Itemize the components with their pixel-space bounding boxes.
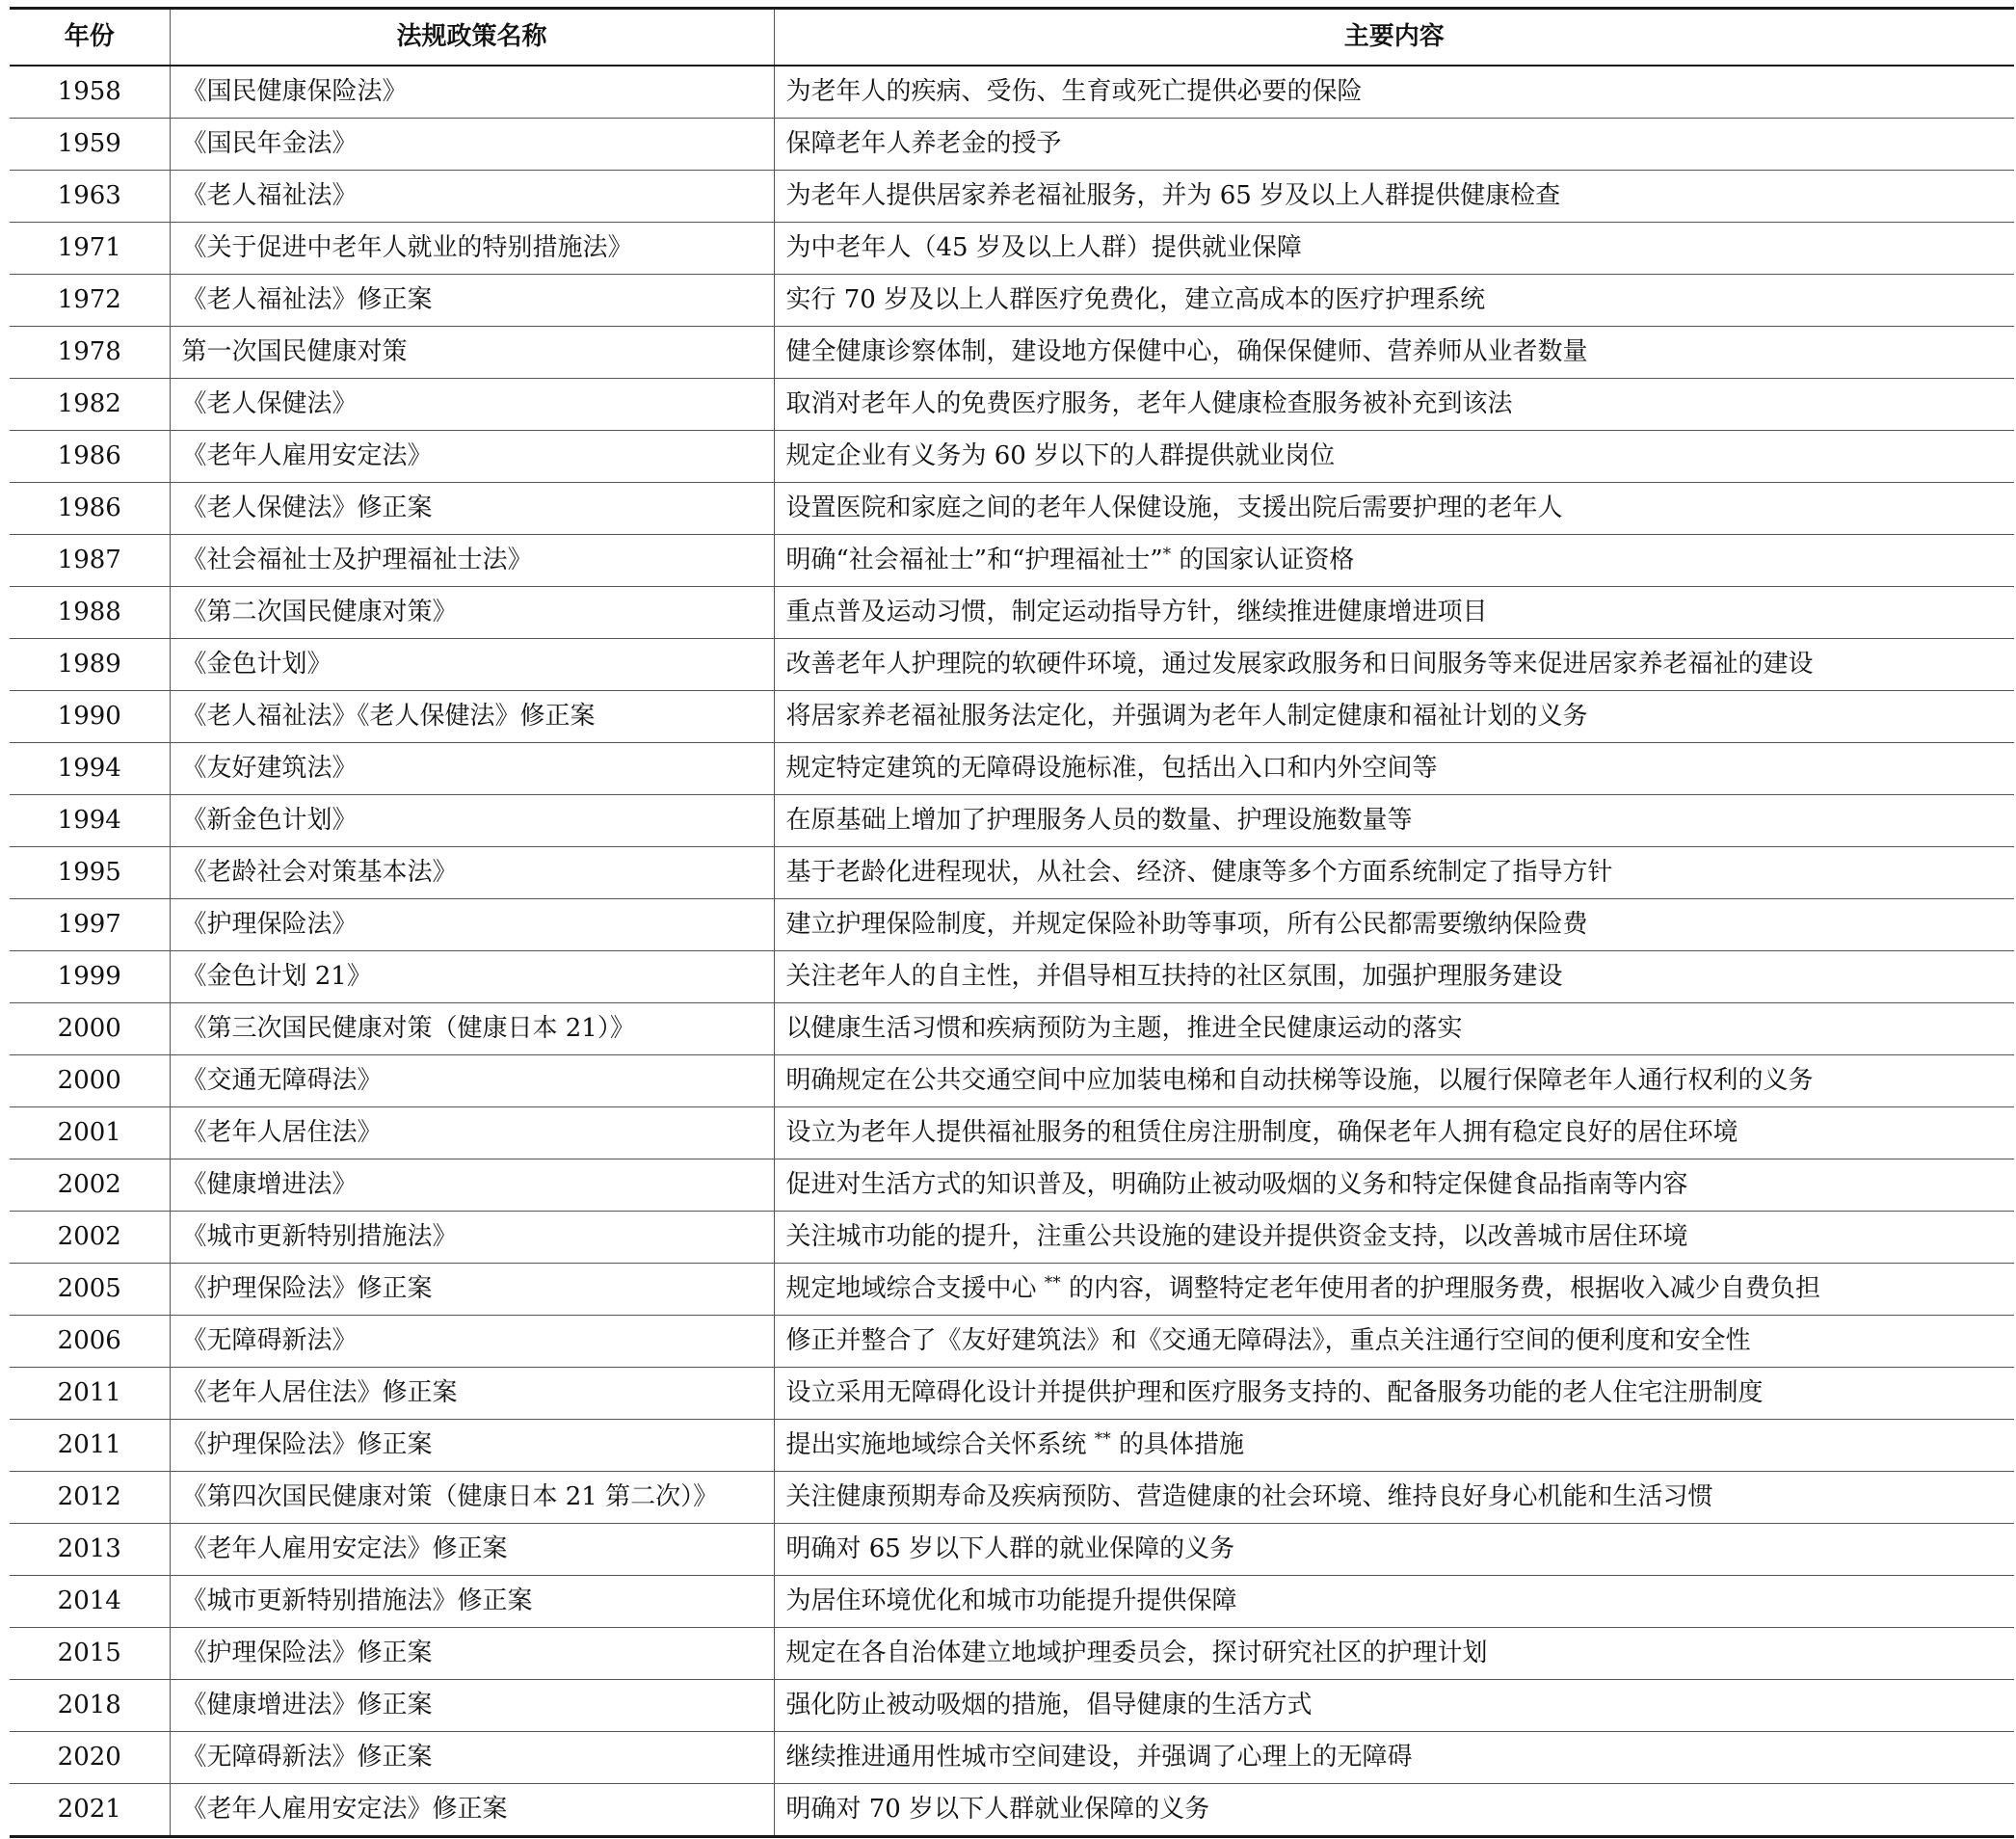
table-row (10, 379, 2014, 431)
content-cell: 修正并整合了《友好建筑法》和《交通无障碍法》，重点关注通行空间的便利度和安全性 (774, 1316, 2014, 1368)
header-policy-name: 法规政策名称 (170, 9, 774, 67)
policy-name-cell: 《老年人雇用安定法》修正案 (170, 1784, 774, 1837)
table-row (10, 899, 2014, 951)
year-cell: 1999 (10, 951, 170, 1003)
table-row (10, 119, 2014, 171)
content-cell: 规定特定建筑的无障碍设施标准，包括出入口和内外空间等 (774, 743, 2014, 795)
policy-name-cell: 《国民年金法》 (170, 119, 774, 171)
policy-name-cell: 《护理保险法》修正案 (170, 1264, 774, 1316)
policy-name-cell: 《交通无障碍法》 (170, 1055, 774, 1107)
content-cell: 关注城市功能的提升，注重公共设施的建设并提供资金支持，以改善城市居住环境 (774, 1212, 2014, 1264)
policy-name-cell: 《新金色计划》 (170, 795, 774, 847)
table-row (10, 1055, 2014, 1107)
policy-table (10, 7, 2014, 1838)
policy-name-cell: 《老龄社会对策基本法》 (170, 847, 774, 899)
policy-name-cell: 《友好建筑法》 (170, 743, 774, 795)
content-cell: 强化防止被动吸烟的措施，倡导健康的生活方式 (774, 1680, 2014, 1732)
content-cell: 关注健康预期寿命及疾病预防、营造健康的社会环境、维持良好身心机能和生活习惯 (774, 1472, 2014, 1524)
policy-name-cell: 《国民健康保险法》 (170, 66, 774, 119)
year-cell: 1959 (10, 119, 170, 171)
year-cell: 2021 (57, 1795, 121, 1824)
year-cell: 1989 (10, 639, 170, 691)
table-body (10, 66, 2014, 1837)
policy-name-cell: 《老年人雇用安定法》 (170, 431, 774, 483)
content-cell: 保障老年人养老金的授予 (774, 119, 2014, 171)
content-cell: 设立采用无障碍化设计并提供护理和医疗服务支持的、配备服务功能的老人住宅注册制度 (774, 1368, 2014, 1420)
year-cell: 2001 (10, 1107, 170, 1159)
table-row (10, 1107, 2014, 1159)
table-header (10, 9, 2014, 67)
year-cell: 1997 (10, 899, 170, 951)
content-cell: 为老年人提供居家养老福祉服务，并为 65 岁及以上人群提供健康检查 (774, 171, 2014, 223)
year-cell: 2011 (10, 1368, 170, 1420)
year-cell: 1972 (10, 275, 170, 327)
policy-name-cell: 《老年人居住法》修正案 (170, 1368, 774, 1420)
policy-name-cell: 《城市更新特别措施法》修正案 (170, 1576, 774, 1628)
year-cell: 2014 (10, 1576, 170, 1628)
year-cell: 1971 (10, 223, 170, 275)
table-row (10, 587, 2014, 639)
content-cell: 取消对老年人的免费医疗服务，老年人健康检查服务被补充到该法 (774, 379, 2014, 431)
year-cell: 2011 (10, 1420, 170, 1472)
table-row (10, 743, 2014, 795)
header-year: 年份 (10, 9, 170, 67)
content-cell: 实行 70 岁及以上人群医疗免费化，建立高成本的医疗护理系统 (774, 275, 2014, 327)
table-row (10, 1784, 2014, 1837)
content-text: 规定地域综合支援中心 (785, 1274, 1045, 1303)
year-cell: 2015 (10, 1628, 170, 1680)
year-cell: 2002 (10, 1212, 170, 1264)
policy-name-cell: 《社会福祉士及护理福祉士法》 (170, 535, 774, 587)
year-cell: 1994 (10, 743, 170, 795)
content-cell: 明确对 65 岁以下人群的就业保障的义务 (774, 1524, 2014, 1576)
table-row (10, 483, 2014, 535)
year-cell: 2018 (10, 1680, 170, 1732)
table-row (10, 639, 2014, 691)
table-row (10, 1732, 2014, 1784)
content-cell: 明确对 70 岁以下人群就业保障的义务 (774, 1784, 2014, 1837)
year-cell: 1988 (10, 587, 170, 639)
policy-name-cell: 《老人保健法》 (170, 379, 774, 431)
content-text-after: 的内容，调整特定老年使用者的护理服务费，根据收入减少自费负担 (1060, 1274, 1821, 1303)
content-text: 明确“社会福祉士”和“护理福祉士” (785, 546, 1163, 574)
policy-name-cell: 《无障碍新法》 (170, 1316, 774, 1368)
content-cell: 基于老龄化进程现状，从社会、经济、健康等多个方面系统制定了指导方针 (774, 847, 2014, 899)
content-cell: 在原基础上增加了护理服务人员的数量、护理设施数量等 (774, 795, 2014, 847)
content-cell (774, 535, 2014, 587)
year-cell: 1986 (10, 483, 170, 535)
content-cell: 规定在各自治体建立地域护理委员会，探讨研究社区的护理计划 (774, 1628, 2014, 1680)
policy-name-cell: 《护理保险法》 (170, 899, 774, 951)
content-cell: 明确规定在公共交通空间中应加装电梯和自动扶梯等设施，以履行保障老年人通行权利的义务 (774, 1055, 2014, 1107)
content-cell: 重点普及运动习惯，制定运动指导方针，继续推进健康增进项目 (774, 587, 2014, 639)
policy-name-cell: 《金色计划 21》 (170, 951, 774, 1003)
content-cell: 将居家养老福祉服务法定化，并强调为老年人制定健康和福祉计划的义务 (774, 691, 2014, 743)
year-cell: 2006 (10, 1316, 170, 1368)
table-row (10, 1524, 2014, 1576)
content-cell: 改善老年人护理院的软硬件环境，通过发展家政服务和日间服务等来促进居家养老福祉的建设 (774, 639, 2014, 691)
policy-name-cell: 《老人福祉法》 (170, 171, 774, 223)
policy-name-cell: 《关于促进中老年人就业的特别措施法》 (170, 223, 774, 275)
year-cell: 1994 (10, 795, 170, 847)
content-cell: 设立为老年人提供福祉服务的租赁住房注册制度，确保老年人拥有稳定良好的居住环境 (774, 1107, 2014, 1159)
table-row (10, 1420, 2014, 1472)
content-cell: 以健康生活习惯和疾病预防为主题，推进全民健康运动的落实 (774, 1003, 2014, 1055)
footnote-mark: ** (1044, 1273, 1061, 1293)
table-row (10, 1576, 2014, 1628)
year-cell: 1995 (10, 847, 170, 899)
year-cell: 2005 (10, 1264, 170, 1316)
year-cell: 2000 (10, 1055, 170, 1107)
policy-name-cell: 《老人福祉法》《老人保健法》修正案 (170, 691, 774, 743)
table-row (10, 1212, 2014, 1264)
content-cell: 建立护理保险制度，并规定保险补助等事项，所有公民都需要缴纳保险费 (774, 899, 2014, 951)
content-cell: 关注老年人的自主性，并倡导相互扶持的社区氛围，加强护理服务建设 (774, 951, 2014, 1003)
policy-name-cell: 《护理保险法》修正案 (170, 1628, 774, 1680)
year-cell: 2012 (10, 1472, 170, 1524)
table-row (10, 1316, 2014, 1368)
year-cell: 2020 (10, 1732, 170, 1784)
year-cell: 2013 (10, 1524, 170, 1576)
policy-name-cell: 《护理保险法》修正案 (170, 1420, 774, 1472)
content-cell: 促进对生活方式的知识普及，明确防止被动吸烟的义务和特定保健食品指南等内容 (774, 1159, 2014, 1212)
content-text-after: 的具体措施 (1110, 1430, 1245, 1459)
policy-name-cell: 《老人福祉法》修正案 (170, 275, 774, 327)
policy-name-cell: 《健康增进法》 (170, 1159, 774, 1212)
year-cell: 2000 (10, 1003, 170, 1055)
policy-name-cell: 《第二次国民健康对策》 (170, 587, 774, 639)
year-cell: 1963 (10, 171, 170, 223)
header-row (10, 9, 2014, 67)
table-row (10, 275, 2014, 327)
year-cell: 1990 (10, 691, 170, 743)
table-row (10, 795, 2014, 847)
table-row (10, 1159, 2014, 1212)
policy-name-cell: 《第四次国民健康对策（健康日本 21 第二次）》 (170, 1472, 774, 1524)
table-row (10, 691, 2014, 743)
table-row (10, 1368, 2014, 1420)
year-cell: 2002 (10, 1159, 170, 1212)
table-row (10, 847, 2014, 899)
policy-name-cell: 《健康增进法》修正案 (170, 1680, 774, 1732)
policy-name-cell: 《老年人居住法》 (170, 1107, 774, 1159)
table-row (10, 431, 2014, 483)
content-cell (774, 1420, 2014, 1472)
content-cell: 设置医院和家庭之间的老年人保健设施，支援出院后需要护理的老年人 (774, 483, 2014, 535)
year-cell: 1958 (10, 66, 170, 119)
table-row (10, 1003, 2014, 1055)
header-main-content: 主要内容 (774, 9, 2014, 67)
content-cell: 为居住环境优化和城市功能提升提供保障 (774, 1576, 2014, 1628)
table-row (10, 1628, 2014, 1680)
content-text: 提出实施地域综合关怀系统 (785, 1430, 1095, 1459)
table-row (10, 1264, 2014, 1316)
policy-name-cell: 《老人保健法》修正案 (170, 483, 774, 535)
content-cell: 规定企业有义务为 60 岁以下的人群提供就业岗位 (774, 431, 2014, 483)
table-row (10, 1472, 2014, 1524)
table-row (10, 171, 2014, 223)
table-row (10, 951, 2014, 1003)
content-cell: 健全健康诊察体制，建设地方保健中心，确保保健师、营养师从业者数量 (774, 327, 2014, 379)
year-cell: 1987 (10, 535, 170, 587)
table-row (10, 1680, 2014, 1732)
table-row (10, 327, 2014, 379)
policy-name-cell: 《金色计划》 (170, 639, 774, 691)
year-cell: 1978 (10, 327, 170, 379)
table-row (10, 66, 2014, 119)
policy-name-cell: 《城市更新特别措施法》 (170, 1212, 774, 1264)
policy-name-cell: 《老年人雇用安定法》修正案 (170, 1524, 774, 1576)
content-cell (774, 1264, 2014, 1316)
policy-name-cell: 《无障碍新法》修正案 (170, 1732, 774, 1784)
table-row (10, 535, 2014, 587)
footnote-mark: ** (1094, 1429, 1111, 1449)
table-row (10, 223, 2014, 275)
policy-name-cell: 第一次国民健康对策 (170, 327, 774, 379)
content-cell: 继续推进通用性城市空间建设，并强调了心理上的无障碍 (774, 1732, 2014, 1784)
policy-name-cell: 《第三次国民健康对策（健康日本 21）》 (170, 1003, 774, 1055)
footnote-mark: * (1162, 545, 1172, 564)
content-cell: 为中老年人（45 岁及以上人群）提供就业保障 (774, 223, 2014, 275)
year-cell: 1982 (10, 379, 170, 431)
content-text-after: 的国家认证资格 (1171, 546, 1355, 574)
year-cell: 1986 (10, 431, 170, 483)
content-cell: 为老年人的疾病、受伤、生育或死亡提供必要的保险 (774, 66, 2014, 119)
